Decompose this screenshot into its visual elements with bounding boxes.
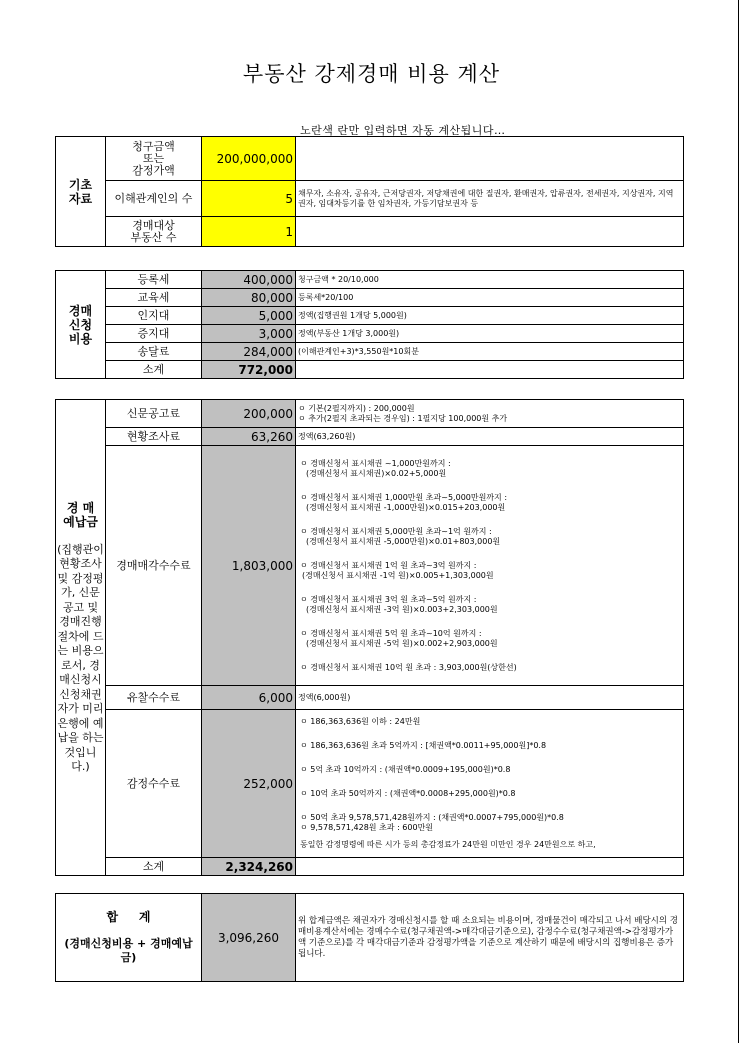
application-subtotal-value: 772,000 [202,361,296,379]
desc-line: ㅇ 경매신청서 표시채권 10억 원 초과 : 3,903,000원(상한선) [300,662,517,672]
certificate-fee-desc: 정액(부동산 1개당 3,000원) [296,325,684,343]
certificate-fee-label: 증지대 [106,325,202,343]
interested-parties-input[interactable]: 5 [202,181,296,217]
deposit-subtotal-desc [296,858,684,876]
sale-fee-label: 경매매각수수료 [106,446,202,686]
page-title: 부동산 강제경매 비용 계산 [242,62,501,86]
desc-line: ㅇ 기본(2필지까지) : 200,000원 [298,403,415,413]
education-tax-value: 80,000 [202,289,296,307]
postage-desc: (이해관계인+3)*3,550원*10회분 [296,343,684,361]
survey-fee-value: 63,260 [202,428,296,446]
desc-line: (경매신청서 표시채권 -3억 원)×0.003+2,303,000원 [306,604,498,614]
property-count-label: 경매대상 부동산 수 [106,217,202,247]
education-tax-label: 교육세 [106,289,202,307]
desc-line: (경매신청서 표시채권 -1억 원)×0.005+1,303,000원 [302,570,494,580]
desc-line: ㅇ 50억 초과 9,578,571,428원까지 : (채권액*0.0007+795,000원)*0.8 [300,813,564,822]
total-desc: 위 합계금액은 채권자가 경매신청시를 할 때 소요되는 비용이며, 경매물건이 매각되고 나서 배당시의 경매비용계산서에는 경매수수료(청구채권액->매각대금기준으로), 감정수수료(청구채권액->감정평가가액 기준으로)를 각 매각대금기준과 감정평가액을 기준으로 계산하기 때문에 배당시의 집행비용은 증가됩니다. [296,894,684,982]
desc-line: ㅇ 경매신청서 표시채권 3억 원 초과~5억 원까지 : [300,594,477,604]
total-subheading: (경매신청비용 + 경매예납금) [64,936,193,964]
property-count-input[interactable]: 1 [202,217,296,247]
property-count-desc [296,217,684,247]
basic-heading: 기초 자료 [56,137,106,247]
claim-amount-label: 청구금액 또는 감정가액 [106,137,202,181]
desc-line: 동일한 감정명령에 따른 시가 등의 총감정료가 24만원 미만인 경우 24만원으로 하고, [300,840,596,849]
newspaper-fee-label: 신문공고료 [106,400,202,428]
certificate-fee-value: 3,000 [202,325,296,343]
appraisal-fee-desc [296,710,684,858]
application-heading: 경매 신청 비용 [56,271,106,379]
desc-line: ㅇ 경매신청서 표시채권 1억 원 초과~3억 원까지 : [300,560,477,570]
sale-fee-desc [296,446,684,686]
desc-line: ㅇ 10억 초과 50억까지 : (채권액*0.0008+295,000원)*0.8 [300,789,516,798]
claim-amount-input[interactable]: 200,000,000 [202,137,296,181]
appraisal-fee-value: 252,000 [202,710,296,858]
newspaper-fee-value: 200,000 [202,400,296,428]
desc-line: ㅇ 경매신청서 표시채권 1,000만원 초과~5,000만원까지 : [300,492,508,502]
postage-value: 284,000 [202,343,296,361]
total-value: 3,096,260 [202,894,296,982]
interested-parties-desc: 채무자, 소유자, 공유자, 근저당권자, 저당채권에 대한 질권자, 환매권자, 압류권자, 전세권자, 지상권자, 지역권자, 임대차등기를 한 임차권자, 가등기담보권자 등 [296,181,684,217]
deposit-heading-cell [56,400,106,876]
newspaper-fee-desc [296,400,684,428]
deposit-subtotal-value: 2,324,260 [202,858,296,876]
desc-line: (경매신청서 표시채권 -5억 원)×0.002+2,903,000원 [306,638,498,648]
input-hint: 노란색 란만 입력하면 자동 계산됩니다… [300,124,506,137]
survey-fee-desc: 정액(63,260원) [296,428,684,446]
desc-line: (경매신청서 표시채권 -5,000만원)×0.01+803,000원 [306,536,501,546]
desc-line: (경매신청서 표시채권)×0.02+5,000원 [306,468,447,478]
application-cost-table [55,270,684,379]
desc-line: ㅇ 186,363,636원 이하 : 24만원 [300,717,421,726]
desc-line: (경매신청서 표시채권 -1,000만원)×0.015+203,000원 [306,502,506,512]
total-heading-cell [56,894,202,982]
deposit-subtotal-label: 소계 [106,858,202,876]
failed-bid-fee-desc: 정액(6,000원) [296,686,684,710]
stamp-fee-label: 인지대 [106,307,202,325]
interested-parties-label: 이해관계인의 수 [106,181,202,217]
failed-bid-fee-value: 6,000 [202,686,296,710]
desc-line: ㅇ 5억 초과 10억까지 : (채권액*0.0009+195,000원)*0.8 [300,765,511,774]
application-subtotal-desc [296,361,684,379]
basic-data-table [55,136,684,247]
stamp-fee-desc: 정액(집행권원 1개당 5,000원) [296,307,684,325]
desc-line: ㅇ 추가(2필지 초과되는 경우임) : 1필지당 100,000원 추가 [298,413,508,423]
desc-line: ㅇ 9,578,571,428원 초과 : 600만원 [300,823,434,832]
stamp-fee-value: 5,000 [202,307,296,325]
failed-bid-fee-label: 유찰수수료 [106,686,202,710]
deposit-heading-note: (집행관이 현황조사 및 감정평가, 신문공고 및 경매진행절차에 드는 비용으로서, 경매신청시 신청채권자가 미리 은행에 예납을 하는 것입니다.) [57,542,104,773]
desc-line: ㅇ 경매신청서 표시채권 5억 원 초과~10억 원까지 : [300,628,482,638]
total-heading: 합 계 [106,909,151,924]
postage-label: 송달료 [106,343,202,361]
deposit-heading: 경 매 예납금 [63,500,98,529]
total-table [55,893,684,982]
registration-tax-label: 등록세 [106,271,202,289]
survey-fee-label: 현황조사료 [106,428,202,446]
deposit-table [55,399,684,876]
registration-tax-desc: 청구금액 * 20/10,000 [296,271,684,289]
page-edge [738,0,739,1043]
sale-fee-value: 1,803,000 [202,446,296,686]
desc-line: ㅇ 경매신청서 표시채권 ~1,000만원까지 : [300,458,451,468]
desc-line: ㅇ 186,363,636원 초과 5억까지 : [채권액*0.0011+95,000원]*0.8 [300,741,547,750]
application-subtotal-label: 소계 [106,361,202,379]
registration-tax-value: 400,000 [202,271,296,289]
education-tax-desc: 등록세*20/100 [296,289,684,307]
claim-amount-desc [296,137,684,181]
desc-line: ㅇ 경매신청서 표시채권 5,000만원 초과~1억 원까지 : [300,526,492,536]
appraisal-fee-label: 감정수수료 [106,710,202,858]
